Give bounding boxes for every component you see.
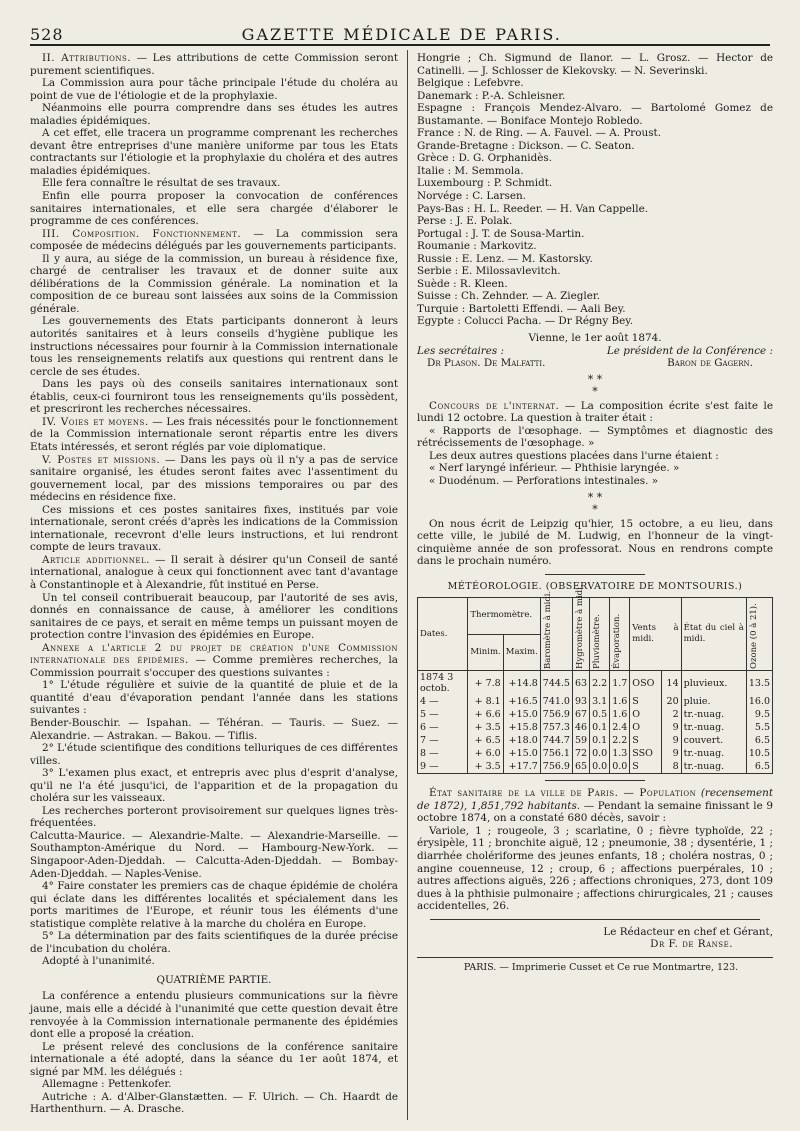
table-cell: 13.5 xyxy=(746,671,772,696)
table-cell: +18.0 xyxy=(503,734,540,747)
paragraph: Adopté à l'unanimité. xyxy=(42,955,155,968)
paragraph: Les gouvernements des Etats participants donneront à leurs autorités sanitaires et à leurs conseils d'hygiène publique les instructions nécessaires pour fournir à la Commission internationale tous les renseignements relatifs aux questions qui rentrent dans le cercle de ses études. xyxy=(30,315,398,378)
paragraph: 4° Faire constater les premiers cas de chaque épidémie de choléra qui éclate dans les différentes localités et spécialement dans les ports maritimes de l'Europe, et réunir tous les éléments d'une statistique complète relative à la marche du choléra en Europe. xyxy=(30,880,398,930)
col-header: Hygromètre à midi. xyxy=(572,598,589,671)
table-row xyxy=(418,695,773,708)
col-header: Dates. xyxy=(418,598,468,671)
delegate-line: Italie : M. Semmola. xyxy=(417,164,524,177)
table-cell: 5 — xyxy=(418,708,468,721)
delegate-list xyxy=(417,52,773,328)
column-divider xyxy=(407,50,408,1120)
paragraph: II. Attributions. — Les attributions de cette Commission seront purement scientifiques. xyxy=(30,52,398,77)
stars-separator: * * * xyxy=(587,372,603,398)
paragraph: 1° L'étude régulière et suivie de la quantité de pluie et de la quantité d'eau d'évaporation pendant l'année dans les stations suivantes : xyxy=(30,679,398,717)
col-header: Vents à midi. xyxy=(630,598,681,671)
table-cell: 6.5 xyxy=(746,734,772,747)
paragraph: Enfin elle pourra proposer la convocation de conférences sanitaires internationales, et elle sera chargée d'élaborer le programme de ces conférences. xyxy=(30,190,398,228)
table-cell: +15.8 xyxy=(503,721,540,734)
table-cell: +16.5 xyxy=(503,695,540,708)
table-cell: +14.8 xyxy=(503,671,540,696)
table-cell: couvert. xyxy=(681,734,746,747)
paragraph: « Nerf laryngé inférieur. — Phthisie laryngée. » xyxy=(429,462,680,475)
table-cell: SSO xyxy=(630,747,661,760)
table-cell: +15.0 xyxy=(503,747,540,760)
delegate-line: Roumanie : Markovitz. xyxy=(417,240,537,253)
table-cell: 67 xyxy=(572,708,589,721)
table-cell: 741.0 xyxy=(540,695,572,708)
table-cell: O xyxy=(630,708,661,721)
table-cell: 2.2 xyxy=(590,671,610,696)
table-cell: 744.5 xyxy=(540,671,572,696)
table-cell: 6 — xyxy=(418,721,468,734)
table-cell: 72 xyxy=(572,747,589,760)
table-cell: S xyxy=(630,760,661,774)
delegate-line: Portugal : J. T. de Sousa-Martin. xyxy=(417,227,585,240)
editor-name: Dr F. de Ranse. xyxy=(650,938,733,951)
table-cell: 1.7 xyxy=(610,671,630,696)
table-cell: 0.5 xyxy=(590,708,610,721)
table-cell: 744.7 xyxy=(540,734,572,747)
table-cell: 1.6 xyxy=(610,708,630,721)
table-cell: 1.6 xyxy=(610,695,630,708)
paragraph: III. Composition. Fonctionnement. — La commission sera composée de médecins délégués par les gouvernements participants. xyxy=(30,227,398,253)
table-cell: 756.1 xyxy=(540,747,572,760)
table-cell: pluie. xyxy=(681,695,746,708)
paragraph: La conférence a entendu plusieurs communications sur la fièvre jaune, mais elle a décidé à l'unanimité que cette question devait être renvoyée à la Commission internationale permanente des épidémies dont elle a proposé la création. xyxy=(30,990,398,1041)
paragraph: Elle fera connaître le résultat de ses travaux. xyxy=(42,177,281,190)
table-cell: 20 xyxy=(661,695,681,708)
table-cell: + 7.8 xyxy=(468,671,503,696)
table-cell: + 6.5 xyxy=(468,734,503,747)
table-cell: 65 xyxy=(572,760,589,774)
paragraph: Les recherches porteront provisoirement sur quelques lignes très-fréquentées. xyxy=(30,804,398,830)
table-cell: tr.-nuag. xyxy=(681,747,746,760)
divider-rule xyxy=(545,780,645,781)
table-cell: 0.1 xyxy=(590,734,610,747)
paragraph: Article additionnel. — Il serait à désirer qu'un Conseil de santé international, analogue à ceux qui fonctionnent avec tant d'avantage à Constantinople et à Alexandrie, fût institué en Perse. xyxy=(30,553,398,591)
delegate-line: Grande-Bretagne : Dickson. — C. Seaton. xyxy=(417,139,635,152)
paragraph: 5° La détermination par des faits scientifiques de la durée précise de l'incubation du choléra. xyxy=(30,930,398,955)
delegate-line: Belgique : Lefebvre. xyxy=(417,77,524,90)
paragraph: « Rapports de l'œsophage. — Symptômes et diagnostic des rétrécissements de l'œsophage. » xyxy=(417,424,773,450)
paragraph: Ces missions et ces postes sanitaires fixes, institués par voie internationale, seront créés d'après les indications de la Commission internationale, recevront d'elle leurs instructions, et lui rendront compte de leurs travaux. xyxy=(30,503,398,554)
table-cell: + 3.5 xyxy=(468,721,503,734)
table-cell: 756.9 xyxy=(540,708,572,721)
table-cell: 8 xyxy=(661,760,681,774)
table-cell: +15.0 xyxy=(503,708,540,721)
paragraph: La Commission aura pour tâche principale l'étude du choléra au point de vue de l'étiologie et de la prophylaxie. xyxy=(30,77,398,102)
divider-rule xyxy=(545,574,645,575)
paragraph: 2° L'étude scientifique des conditions telluriques de ces différentes villes. xyxy=(30,742,398,767)
table-cell: 59 xyxy=(572,734,589,747)
paragraph: V. Postes et missions. — Dans les pays où il n'y a pas de service sanitaire organisé, les études seront faites avec l'assentiment du gouvernement local, par des missions temporaires ou par des médecins en résidence fixe. xyxy=(30,453,398,504)
table-cell: 9 xyxy=(661,747,681,760)
table-cell: 5.5 xyxy=(746,721,772,734)
table-cell: 1.3 xyxy=(610,747,630,760)
paragraph: Annexe a l'article 2 du projet de création d'une Commission internationale des épidémies. — Comme premières recherches, la Commission pourrait s'occuper des questions suivantes : xyxy=(30,641,398,679)
table-cell: 6.5 xyxy=(746,760,772,774)
editor-title: Le Rédacteur en chef et Gérant, xyxy=(603,925,773,938)
divider-rule xyxy=(430,919,760,920)
paragraph: IV. Voies et moyens. — Les frais nécessités pour le fonctionnement de la Commission internationale seront répartis entre les divers Etats intéressés, et seront réglés par voie diplomatique. xyxy=(30,415,398,453)
paragraph: Bender-Bouschir. — Ispahan. — Téhéran. — Tauris. — Suez. — Alexandrie. — Astrakan. — Bakou. — Tiflis. xyxy=(30,716,398,742)
delegate-line: Perse : J. E. Polak. xyxy=(417,215,513,228)
delegate-line: Danemark : P.-A. Schleisner. xyxy=(417,89,566,102)
table-cell: 9 xyxy=(661,734,681,747)
paragraph: Allemagne : Pettenkofer. xyxy=(42,1078,172,1091)
table-cell: 0.0 xyxy=(590,747,610,760)
col-header: Évaporation. xyxy=(610,598,630,671)
table-cell: 2 xyxy=(661,708,681,721)
paragraph: Le présent relevé des conclusions de la conférence sanitaire internationale a été adopté, dans la séance du 1er août 1874, et signé par MM. les délégués : xyxy=(30,1040,398,1078)
col-header: Thermomètre. xyxy=(468,598,540,635)
paragraph: Il y aura, au siége de la commission, un bureau à résidence fixe, chargé de centraliser les travaux et de donner suite aux délibérations de la Commission générale. La nomination et la composition de ce bureau sont laissées aux soins de la Commission générale. xyxy=(30,252,398,315)
table-cell: O xyxy=(630,721,661,734)
table-cell: 4 — xyxy=(418,695,468,708)
table-cell: S xyxy=(630,734,661,747)
col-header: Maxim. xyxy=(503,634,540,671)
table-cell: 9.5 xyxy=(746,708,772,721)
table-cell: S xyxy=(630,695,661,708)
col-header: Minim. xyxy=(468,634,503,671)
table-cell: 63 xyxy=(572,671,589,696)
paragraph: Concours de l'internat. — La composition écrite s'est faite le lundi 12 octobre. La question à traiter était : xyxy=(417,399,773,425)
table-cell: 46 xyxy=(572,721,589,734)
paragraph: A cet effet, elle tracera un programme comprenant les recherches devant être entreprises d'une manière uniforme par tous les Etats contractants sur l'étiologie et la prophylaxie du choléra et des autres maladies épidémiques. xyxy=(30,127,398,177)
secretaries-label: Les secrétaires : xyxy=(417,344,505,357)
table-cell: + 6.6 xyxy=(468,708,503,721)
table-cell: 1874 3 octob. xyxy=(418,671,468,696)
table-row xyxy=(418,734,773,747)
delegate-line: Turquie : Bartoletti Effendi. — Aali Bey. xyxy=(417,302,626,315)
table-cell: pluvieux. xyxy=(681,671,746,696)
table-cell: tr.-nuag. xyxy=(681,721,746,734)
col-header: Ozone (0 à 21). xyxy=(746,598,772,671)
table-cell: 9 xyxy=(661,721,681,734)
stars-separator: * * * xyxy=(587,490,603,516)
col-header: Pluviomètre. xyxy=(590,598,610,671)
table-cell: 0.1 xyxy=(590,721,610,734)
table-cell: 8 — xyxy=(418,747,468,760)
paragraph: On nous écrit de Leipzig qu'hier, 15 octobre, a eu lieu, dans cette ville, le jubilé de M. Ludwig, en l'honneur de la vingt-cinquième année de son professorat. Nous en rendrons compte dans le prochain numéro. xyxy=(417,517,773,568)
printer-line: PARIS. — Imprimerie Cusset et Ce rue Montmartre, 123. xyxy=(417,957,773,975)
page-header xyxy=(30,18,770,46)
table-cell: 0.0 xyxy=(590,760,610,774)
delegate-line: France : N. de Ring. — A. Fauvel. — A. Proust. xyxy=(417,127,662,140)
delegate-line: Serbie : E. Milossavlevitch. xyxy=(417,265,561,278)
table-cell: +17.7 xyxy=(503,760,540,774)
delegate-line: Egypte : Colucci Pacha. — Dr Régny Bey. xyxy=(417,315,634,328)
delegate-line: Russie : E. Lenz. — M. Kastorsky. xyxy=(417,252,593,265)
paragraph: 3° L'examen plus exact, et entrepris avec plus d'esprit d'analyse, qu'il ne l'a été jusqu'ici, de l'apparition et de la propagation du choléra sur les vaisseaux. xyxy=(30,767,398,805)
table-cell: 757.3 xyxy=(540,721,572,734)
president-label: Le président de la Conférence : xyxy=(606,344,773,357)
table-cell: 2.4 xyxy=(610,721,630,734)
right-column xyxy=(417,52,773,974)
paragraph: État sanitaire de la ville de Paris. — Population (recensement de 1872), 1,851,792 habitants. — Pendant la semaine finissant le 9 octobre 1874, on a constaté 680 décès, savoir : xyxy=(417,787,773,825)
table-cell: 7 — xyxy=(418,734,468,747)
delegate-line: Suisse : Ch. Zehnder. — A. Ziegler. xyxy=(417,290,601,303)
table-cell: 10.5 xyxy=(746,747,772,760)
delegate-line: Pays-Bas : H. L. Reeder. — H. Van Cappelle. xyxy=(417,202,649,215)
page-number: 528 xyxy=(30,25,64,44)
paragraph: « Duodénum. — Perforations intestinales. » xyxy=(429,474,659,487)
paragraph: Les deux autres questions placées dans l'urne étaient : xyxy=(429,449,719,462)
paragraph: Autriche : A. d'Alber-Glanstætten. — F. Ulrich. — Ch. Haardt de Harthenthurn. — A. Drasche. xyxy=(30,1090,398,1116)
delegate-line: Norvége : C. Larsen. xyxy=(417,190,526,203)
paragraph: Variole, 1 ; rougeole, 3 ; scarlatine, 0 ; fièvre typhoïde, 22 ; érysipèle, 11 ; bronchite aiguë, 12 ; pneumonie, 38 ; dysentérie, 1 ; diarrhée cholériforme des jeunes enfants, 18 ; choléra nostras, 0 ; angine couenneuse, 12 ; croup, 6 ; affections puerpérales, 10 ; autres affections aiguës, 226 ; affections chroniques, 273, dont 109 dues à la phthisie pulmonaire ; affections chirurgicales, 21 ; causes accidentelles, 26. xyxy=(417,824,773,913)
table-cell: tr.-nuag. xyxy=(681,708,746,721)
table-cell: 0.0 xyxy=(610,760,630,774)
table-cell: 3.1 xyxy=(590,695,610,708)
signature-names xyxy=(417,357,773,370)
date-line: Vienne, le 1er août 1874. xyxy=(528,332,662,345)
table-cell: + 8.1 xyxy=(468,695,503,708)
journal-title: GAZETTE MÉDICALE DE PARIS. xyxy=(241,25,562,44)
table-cell: OSO xyxy=(630,671,661,696)
table-cell: 93 xyxy=(572,695,589,708)
delegate-line: Suède : R. Kleen. xyxy=(417,277,508,290)
table-cell: 2.2 xyxy=(610,734,630,747)
paragraph: Dans les pays où des conseils sanitaires internationaux sont établis, ceux-ci fourniront tous les renseignements qu'ils possèdent, et prescriront les recherches nécessaires. xyxy=(30,378,398,416)
delegate-line: Grèce : D. G. Orphanidès. xyxy=(417,152,553,165)
table-row xyxy=(418,747,773,760)
secretaries-names: Dr Plason. De Malfatti. xyxy=(427,357,546,370)
table-row xyxy=(418,721,773,734)
president-name: Baron de Gagern. xyxy=(667,357,753,370)
paragraph: Calcutta-Maurice. — Alexandrie-Malte. — Alexandrie-Marseille. — Southampton-Amérique du Nord. — Hambourg-New-York. — Singapoor-Aden-Djeddah. — Calcutta-Aden-Djeddah. — Bombay-Aden-Djeddah. — Naples-Venise. xyxy=(30,829,398,880)
paragraph: Néanmoins elle pourra comprendre dans ses études les autres maladies épidémiques. xyxy=(30,102,398,127)
table-row xyxy=(418,708,773,721)
table-cell: + 6.0 xyxy=(468,747,503,760)
signature-labels xyxy=(417,345,773,358)
meteo-title: MÉTÉOROLOGIE. (OBSERVATOIRE DE MONTSOURIS.) xyxy=(447,580,743,592)
table-cell: 14 xyxy=(661,671,681,696)
table-cell: 16.0 xyxy=(746,695,772,708)
table-row xyxy=(418,760,773,774)
delegate-line: Luxembourg : P. Schmidt. xyxy=(417,177,553,190)
delegate-line: Espagne : François Mendez-Alvaro. — Bartolomé Gomez de Bustamante. — Boniface Montejo Robledo. xyxy=(417,102,773,127)
col-header: État du ciel à midi. xyxy=(681,598,746,671)
left-column xyxy=(30,52,398,1116)
delegate-line: Hongrie ; Ch. Sigmund de Ilanor. — L. Grosz. — Hector de Catinelli. — J. Schlosser de Klekovsky. — N. Severinski. xyxy=(417,52,773,77)
table-cell: 9 — xyxy=(418,760,468,774)
table-row xyxy=(418,671,773,696)
table-cell: + 3.5 xyxy=(468,760,503,774)
col-header: Baromètre à midi. xyxy=(540,598,572,671)
table-cell: 756.9 xyxy=(540,760,572,774)
paragraph: Un tel conseil contribuerait beaucoup, par l'autorité de ses avis, donnés en connaissance de cause, à améliorer les conditions sanitaires de ce pays, et serait en même temps un puissant moyen de protection contre l'invasion des épidémies en Europe. xyxy=(30,591,398,642)
table-cell: tr.-nuag. xyxy=(681,760,746,774)
section-heading: QUATRIÈME PARTIE. xyxy=(156,973,272,986)
